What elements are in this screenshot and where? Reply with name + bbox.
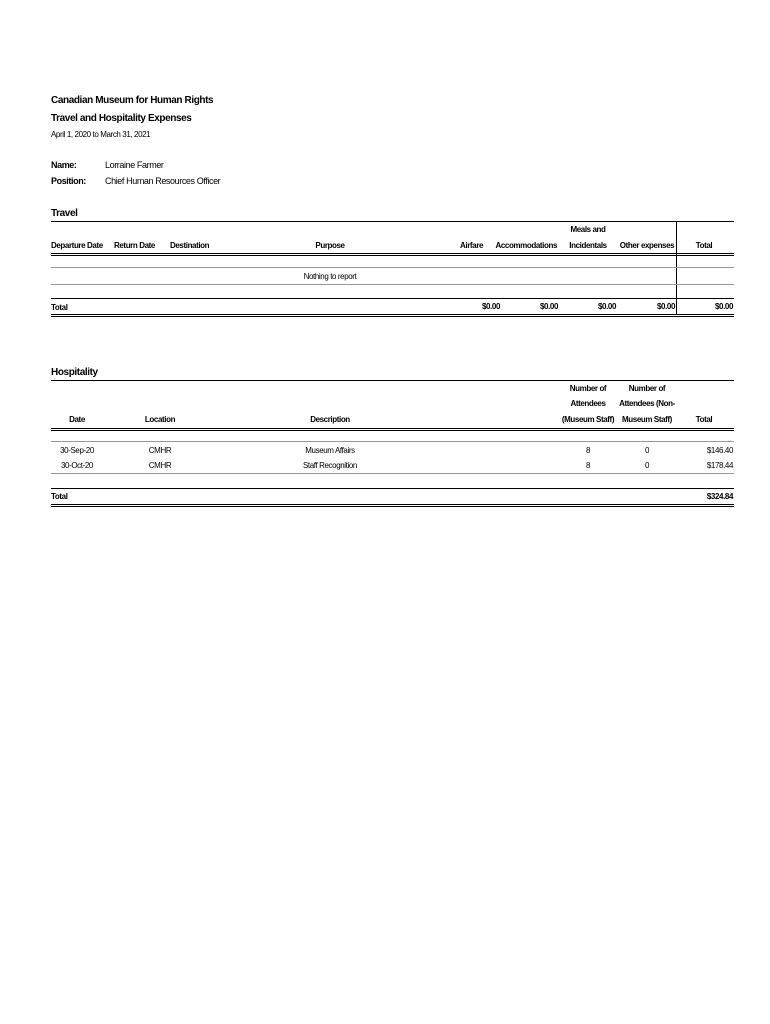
report-period: April 1, 2020 to March 31, 2021 <box>51 130 151 139</box>
travel-col-departure: Departure Date <box>51 241 103 250</box>
hospitality-title: Hospitality <box>51 367 98 378</box>
hosp-bottom-rule-1 <box>51 504 734 505</box>
hosp-bottom-rule-2 <box>51 506 734 507</box>
travel-total-total: $0.00 <box>714 302 733 311</box>
travel-col-other: Other expenses <box>619 241 675 250</box>
hosp-row-rule <box>51 441 734 442</box>
hosp-col-staff-line1: Number of <box>569 384 607 393</box>
hosp-row-staff: 8 <box>585 446 591 455</box>
travel-total-label: Total <box>51 303 68 312</box>
travel-col-return: Return Date <box>114 241 155 250</box>
hosp-row-total: $146.40 <box>706 446 733 455</box>
hospitality-top-rule <box>51 380 734 381</box>
travel-title: Travel <box>51 208 78 219</box>
travel-col-airfare: Airfare <box>460 241 483 250</box>
travel-col-accommodations: Accommodations <box>495 241 557 250</box>
travel-col-purpose: Purpose <box>315 241 345 250</box>
travel-empty-text: Nothing to report <box>303 272 357 281</box>
hosp-total-rule <box>51 488 734 489</box>
hosp-row-location: CMHR <box>148 461 172 470</box>
hosp-header-rule-2 <box>51 430 734 431</box>
travel-top-rule <box>51 221 734 222</box>
hosp-total-total: $324.84 <box>706 492 733 501</box>
travel-row-rule-2 <box>51 284 734 285</box>
hosp-row-description: Staff Recognition <box>303 461 357 470</box>
hosp-col-nonstaff-line3: Museum Staff) <box>622 415 672 424</box>
travel-col-meals-line2: Incidentals <box>569 241 607 250</box>
travel-row-rule <box>51 267 734 268</box>
travel-total-divider <box>676 222 677 315</box>
hosp-col-date: Date <box>69 415 85 424</box>
hosp-col-total: Total <box>695 415 713 424</box>
hosp-col-location: Location <box>144 415 176 424</box>
hosp-row-nonstaff: 0 <box>644 461 650 470</box>
report-title: Travel and Hospitality Expenses <box>51 113 192 124</box>
hosp-col-staff-line2: Attendees <box>570 399 606 408</box>
hosp-col-nonstaff-line2: Attendees (Non- <box>619 399 675 408</box>
hosp-row-location: CMHR <box>148 446 172 455</box>
name-label: Name: <box>51 160 77 170</box>
travel-header-rule-2 <box>51 255 734 256</box>
hosp-row-nonstaff: 0 <box>644 446 650 455</box>
position-value: Chief Human Resources Officer <box>105 176 221 186</box>
hosp-row-description: Museum Affairs <box>305 446 355 455</box>
travel-total-other: $0.00 <box>656 302 675 311</box>
hosp-row-rule-2 <box>51 473 734 474</box>
hosp-row-staff: 8 <box>585 461 591 470</box>
org-title: Canadian Museum for Human Rights <box>51 95 214 106</box>
travel-bottom-rule-1 <box>51 314 734 315</box>
hosp-header-rule-1 <box>51 428 734 429</box>
position-label: Position: <box>51 176 86 186</box>
travel-total-meals: $0.00 <box>597 302 616 311</box>
travel-bottom-rule-2 <box>51 316 734 317</box>
hosp-col-staff-line3: (Museum Staff) <box>561 415 615 424</box>
hosp-row-date: 30-Sep-20 <box>60 446 94 455</box>
travel-header-rule-1 <box>51 253 734 254</box>
travel-total-rule <box>51 298 734 299</box>
travel-col-total: Total <box>695 241 713 250</box>
travel-total-airfare: $0.00 <box>481 302 500 311</box>
hosp-row-total: $178.44 <box>706 461 733 470</box>
hosp-col-description: Description <box>310 415 350 424</box>
name-value: Lorraine Farmer <box>105 160 164 170</box>
hosp-col-nonstaff-line1: Number of <box>628 384 666 393</box>
travel-col-meals-line1: Meals and <box>570 225 606 234</box>
travel-col-destination: Destination <box>170 241 210 250</box>
hosp-row-date: 30-Oct-20 <box>61 461 93 470</box>
travel-total-accommodations: $0.00 <box>539 302 558 311</box>
hosp-total-label: Total <box>51 492 68 501</box>
